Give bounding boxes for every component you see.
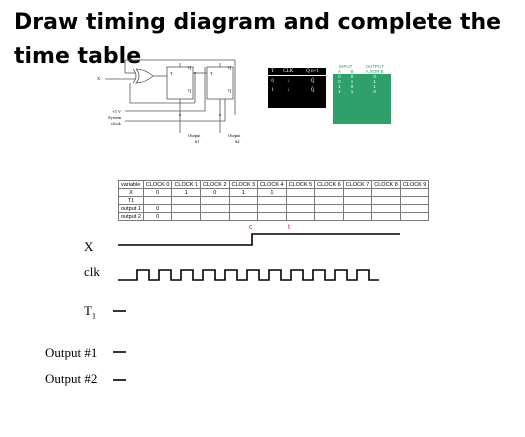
ff1-q-label: Q — [188, 65, 192, 70]
output1-label-a: Output — [188, 133, 201, 138]
output1-label-b: #1 — [195, 139, 200, 144]
xor-header-out: A XOR B — [358, 69, 391, 74]
annotation-t: t — [288, 224, 290, 231]
output2-label-b: #2 — [235, 139, 240, 144]
waveform-clk — [118, 270, 379, 280]
clock-label: clock — [111, 121, 121, 126]
xor-header-input: INPUT — [333, 64, 358, 69]
time-table-header: CLOCK 4 — [258, 181, 287, 189]
table-cell: X — [119, 189, 144, 197]
time-table-header: CLOCK 5 — [286, 181, 315, 189]
page-title: Draw timing diagram and complete the time table — [14, 10, 502, 69]
ff2-qbar-label: Q — [228, 88, 232, 93]
ff2-t-label: T — [210, 71, 213, 76]
t-table-header: Q n+1 — [299, 68, 326, 76]
xor-header-a: A — [333, 69, 346, 74]
ff1-qbar-label: Q — [188, 88, 192, 93]
t-table-cell: Q̄ — [310, 79, 315, 84]
ff1-t-label: T — [170, 71, 173, 76]
xor-cell: 1 — [373, 79, 376, 84]
t-table-header: CLK — [277, 68, 299, 76]
t-table-cell: ↓ — [286, 88, 290, 93]
table-cell[interactable]: 0 — [143, 213, 172, 221]
table-cell: T1 — [119, 197, 144, 205]
xor-cell: 1 — [350, 89, 354, 94]
xor-cell: 0 — [338, 79, 341, 84]
time-table-header: CLOCK 3 — [229, 181, 258, 189]
xor-cell: 1 — [373, 84, 376, 89]
xor-cell: 0 — [338, 74, 341, 79]
table-cell[interactable]: 0 — [143, 189, 172, 197]
table-cell[interactable]: 1 — [172, 189, 201, 197]
circuit-x-label: X — [97, 76, 101, 81]
signal-label-clk: clk — [84, 264, 100, 279]
table-cell[interactable]: 0 — [143, 205, 172, 213]
time-table-header: CLOCK 1 — [172, 181, 201, 189]
t-table-header: T — [268, 68, 277, 76]
output2-label-a: Output — [228, 133, 241, 138]
time-table-header: CLOCK 2 — [200, 181, 229, 189]
t-table-cell: ↓ — [286, 79, 290, 84]
annotation-c: c — [249, 224, 253, 231]
table-cell[interactable]: 1 — [258, 189, 287, 197]
t-table-cell: 1 — [271, 88, 274, 93]
time-table-header: CLOCK 7 — [343, 181, 372, 189]
table-cell[interactable]: 1 — [229, 189, 258, 197]
signal-label-t1-sub: 1 — [91, 311, 96, 321]
xor-cell: 0 — [350, 84, 354, 89]
t-table-cell: Q̄ — [310, 88, 315, 93]
waveform-x — [118, 234, 400, 245]
table-cell: output 1 — [119, 205, 144, 213]
xor-header-output: OUTPUT — [358, 64, 391, 69]
xor-cell: 0 — [350, 74, 354, 79]
xor-cell: 1 — [338, 84, 341, 89]
xor-cell: 1 — [338, 89, 341, 94]
supply-label: +5 V — [112, 109, 122, 114]
time-table-header: CLOCK 6 — [315, 181, 344, 189]
signal-label-output1: Output #1 — [45, 345, 98, 360]
signal-label-t1-main: T — [84, 303, 92, 318]
system-label: System — [108, 115, 122, 120]
t-table-cell: 0 — [271, 79, 274, 84]
time-table-header: CLOCK 8 — [372, 181, 401, 189]
table-cell[interactable]: 0 — [200, 189, 229, 197]
time-table-header: CLOCK 9 — [400, 181, 429, 189]
xor-cell: 0 — [373, 89, 376, 94]
xor-cell: 1 — [350, 79, 354, 84]
xor-header-b: B — [346, 69, 359, 74]
signal-label-output2: Output #2 — [45, 371, 98, 386]
signal-label-x: X — [84, 239, 94, 254]
table-cell: output 2 — [119, 213, 144, 221]
xor-cell: 0 — [373, 74, 376, 79]
time-table-header: variable — [119, 181, 144, 189]
time-table-header: CLOCK 0 — [143, 181, 172, 189]
ff2-q-label: Q — [228, 65, 232, 70]
